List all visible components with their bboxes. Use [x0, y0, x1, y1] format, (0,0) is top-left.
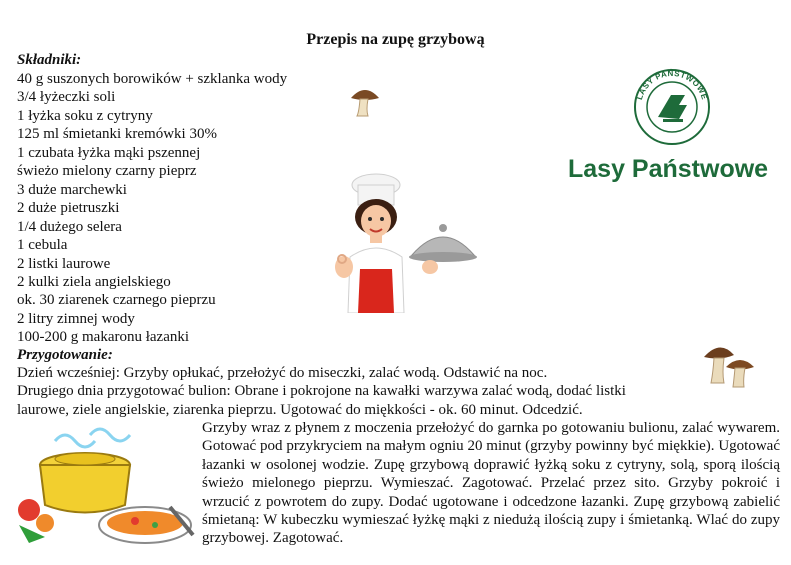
preparation-line: Dzień wcześniej: Grzyby opłukać, przełożyć do miseczki, zalać wodą. Odstawić na noc. [17, 365, 548, 381]
preparation-intro [17, 364, 777, 419]
mushroom-icon [348, 84, 382, 120]
mushrooms-icon [700, 337, 758, 391]
list-item: świeżo mielony czarny pieprz [17, 163, 197, 180]
chef-illustration [330, 173, 480, 313]
list-item: 100-200 g makaronu łazanki [17, 329, 190, 346]
logo-text: Lasy Państwowe [568, 155, 769, 183]
list-item: 2 kulki ziela angielskiego [17, 273, 171, 290]
list-item: 2 litry zimnej wody [17, 310, 135, 327]
list-item: 2 duże pietruszki [17, 200, 120, 217]
page-title: Przepis na zupę grzybową [306, 31, 485, 48]
soup-pot-illustration [15, 425, 195, 550]
ingredients-list [17, 70, 287, 347]
ingredients-heading: Składniki: [17, 52, 82, 68]
list-item: 1/4 dużego selera [17, 218, 122, 235]
list-item: 125 ml śmietanki kremówki 30% [17, 126, 217, 143]
list-item: 2 listki laurowe [17, 255, 111, 272]
list-item: 1 łyżka soku z cytryny [17, 107, 153, 124]
list-item: 40 g suszonych borowików + szklanka wody [17, 71, 288, 87]
list-item: ok. 30 ziarenek czarnego pieprzu [17, 292, 216, 309]
lasy-panstwowe-logo [627, 67, 717, 147]
preparation-heading: Przygotowanie: [17, 347, 113, 363]
list-item: 1 czubata łyżka mąki pszennej [17, 144, 201, 161]
preparation-paragraph: Grzyby wraz z płynem z moczenia przełożyć do garnka po gotowaniu bulionu, zalać wywarem. Gotować pod przykryciem na małym ogniu 20 minut (grzyby powinny być miękkie). Ugotować łazanki w osolonej wodzie. Zupę grzybową doprawić łyżką soku z cytryny, solą, sporą ilością świeżo mielonego pieprzu. Wymieszać. Zagotować. Przelać przez sito. Grzyby pokroić i wrzucić z powrotem do zupy. Dodać ugotowane i odcedzone łazanki. Zupę grzybową zabielić śmietaną: W kubeczku wymieszać łyżkę mąki z niedużą ilością zupy i śmietanką. Wlać do zupy grzybowej. Zagotować. [202, 420, 780, 547]
preparation-line: Drugiego dnia przygotować bulion: Obrane i pokrojone na kawałki warzywa zalać wodą, dodać listki [17, 383, 626, 400]
list-item: 3/4 łyżeczki soli [17, 89, 116, 106]
list-item: 1 cebula [17, 237, 68, 254]
preparation-line: laurowe, ziele angielskie, ziarenka pieprzu. Ugotować do miękkości - ok. 60 minut. Odcedzić. [17, 401, 583, 418]
logo-ring-text: LASY PAŃSTWOWE [634, 68, 710, 101]
list-item: 3 duże marchewki [17, 181, 127, 198]
